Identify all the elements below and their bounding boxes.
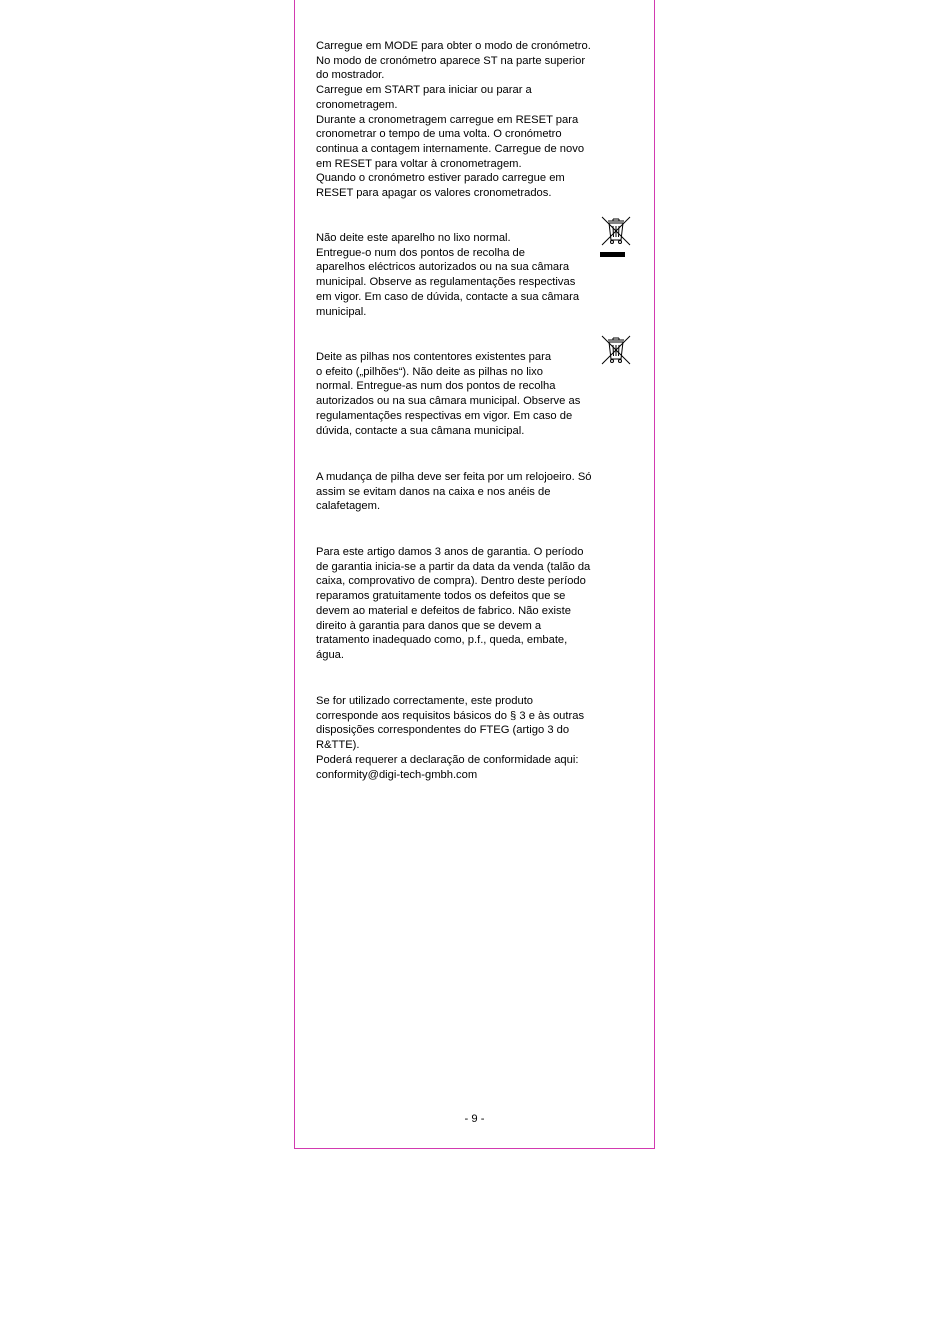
page-margin-bottom [294, 1148, 655, 1149]
battery-change-notice: A mudança de pilha deve ser feita por um relojoeiro. Só assim se evitam danos na caixa e nos anéis de calafetagem. [316, 471, 592, 513]
stopwatch-instructions: Carregue em MODE para obter o modo de cronómetro. No modo de cronómetro aparece ST na parte superior do mostrador. Carregue em START para iniciar ou parar a cronometragem. Durante a cronometragem carregue em RESET para cronometrar o tempo de uma volta. O cronómetro continua a contagem internamente. Carregue de novo em RESET para voltar à cronometragem. Quando o cronómetro estiver parado carregue em RESET para apagar os valores cronometrados. [316, 40, 591, 200]
device-disposal-notice: Não deite este aparelho no lixo normal. Entregue-o num dos pontos de recolha de aparelhos eléctricos autorizados ou na sua câmara municipal. Observe as regulamentações respectivas em vigor. Em caso de dúvida, contacte a sua câmara municipal. [316, 232, 580, 318]
conformity-notice: Se for utilizado correctamente, este produto corresponde aos requisitos básicos do § 3 e às outras disposições correspondentes do FTEG (artigo 3 do R&TTE). Poderá requerer a declaração de conformidade aqui: conformity@digi-tech-gmbh.com [316, 695, 585, 781]
page-margin-right [654, 0, 655, 1149]
page-number: - 9 - [464, 1113, 485, 1125]
page-margin-left [294, 0, 295, 1149]
manual-page [294, 0, 655, 1149]
battery-disposal-notice: Deite as pilhas nos contentores existentes para o efeito („pilhões“). Não deite as pilhas no lixo normal. Entregue-as num dos pontos de recolha autorizados ou na sua câmara municipal. Observe as regulamentações respectivas em vigor. Em caso de dúvida, contacte a sua câmana municipal. [316, 351, 581, 437]
weee-bin-icon [600, 216, 632, 260]
warranty-notice: Para este artigo damos 3 anos de garantia. O período de garantia inicia-se a partir da data da venda (talão da caixa, comprovativo de compra). Dentro deste período reparamos gratuitamente todos os defeitos que se devem ao material e defeitos de fabrico. Não existe direito à garantia para danos que se devem a tratamento inadequado como, p.f., queda, embate, água. [316, 546, 591, 661]
